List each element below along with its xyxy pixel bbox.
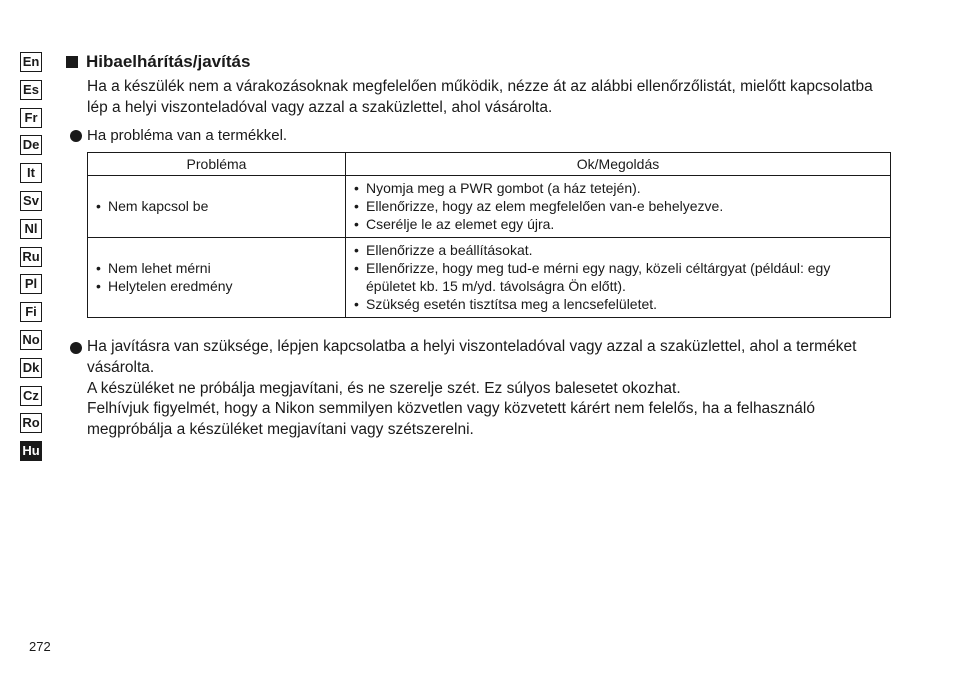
solution-item: • Cserélje le az elemet egy újra. [352, 215, 884, 233]
repair-section [70, 337, 887, 441]
lang-tab-ro[interactable]: Ro [20, 413, 42, 433]
circle-bullet-icon [70, 130, 82, 142]
circle-bullet-icon [70, 342, 82, 354]
solution-cell [346, 238, 891, 318]
solution-item: • Ellenőrizze, hogy az elem megfelelően van-e behelyezve. [352, 197, 884, 215]
table-row [88, 238, 891, 318]
lang-tab-sv[interactable]: Sv [20, 191, 42, 211]
lang-tab-no[interactable]: No [20, 330, 42, 350]
lang-tab-fi[interactable]: Fi [20, 302, 42, 322]
language-tabs [20, 52, 44, 469]
problem-cell [88, 238, 346, 318]
column-header-solution: Ok/Megoldás [346, 153, 891, 176]
problem-cell [88, 176, 346, 238]
column-header-problem: Probléma [88, 153, 346, 176]
problem-item: • Nem lehet mérni [94, 259, 339, 277]
solution-item: • Nyomja meg a PWR gombot (a ház tetején). [352, 179, 884, 197]
solution-cell [346, 176, 891, 238]
lang-tab-it[interactable]: It [20, 163, 42, 183]
repair-line: Ha javításra van szüksége, lépjen kapcsolatba a helyi viszonteladóval vagy azzal a szaküzlettel, ahol a terméket vásárolta. [87, 338, 857, 376]
solution-item: • Ellenőrizze a beállításokat. [352, 241, 884, 259]
repair-line: A készüléket ne próbálja megjavítani, és ne szerelje szét. Ez súlyos balesetet okozhat. [87, 379, 681, 397]
lang-tab-ru[interactable]: Ru [20, 247, 42, 267]
table-header-row [88, 153, 891, 176]
repair-line: Felhívjuk figyelmét, hogy a Nikon semmilyen közvetlen vagy közvetett kárért nem felelős, ha a felhasználó megpróbálja a készüléket megjavítani vagy szétszerelni. [87, 400, 815, 439]
page-number: 272 [29, 639, 51, 654]
problem-item: • Nem kapcsol be [94, 197, 339, 215]
lang-tab-fr[interactable]: Fr [20, 108, 42, 128]
lang-tab-pl[interactable]: Pl [20, 274, 42, 294]
lang-tab-cz[interactable]: Cz [20, 386, 42, 406]
square-bullet-icon [66, 56, 78, 68]
lang-tab-de[interactable]: De [20, 135, 42, 155]
section-title [66, 52, 250, 72]
lang-tab-es[interactable]: Es [20, 80, 42, 100]
product-problem-heading [70, 126, 287, 146]
troubleshooting-table [87, 152, 891, 318]
solution-item: • Szükség esetén tisztítsa meg a lencsefelületet. [352, 295, 884, 313]
lang-tab-hu[interactable]: Hu [20, 441, 42, 461]
lang-tab-dk[interactable]: Dk [20, 358, 42, 378]
solution-item: • Ellenőrizze, hogy meg tud-e mérni egy nagy, közeli céltárgyat (például: egy épületet kb. 15 m/yd. távolságra Ön előtt). [352, 259, 884, 295]
section-title-text: Hibaelhárítás/javítás [86, 52, 251, 71]
repair-text [87, 337, 887, 441]
problem-item: • Helytelen eredmény [94, 277, 339, 295]
lang-tab-en[interactable]: En [20, 52, 42, 72]
intro-paragraph: Ha a készülék nem a várakozásoknak megfelelően működik, nézze át az alábbi ellenőrzőlistát, mielőtt kapcsolatba lép a helyi viszonteladóval vagy azzal a szaküzlettel, ahol vásárolta. [87, 78, 873, 116]
lang-tab-nl[interactable]: Nl [20, 219, 42, 239]
product-problem-heading-text: Ha probléma van a termékkel. [87, 127, 288, 144]
table-row [88, 176, 891, 238]
